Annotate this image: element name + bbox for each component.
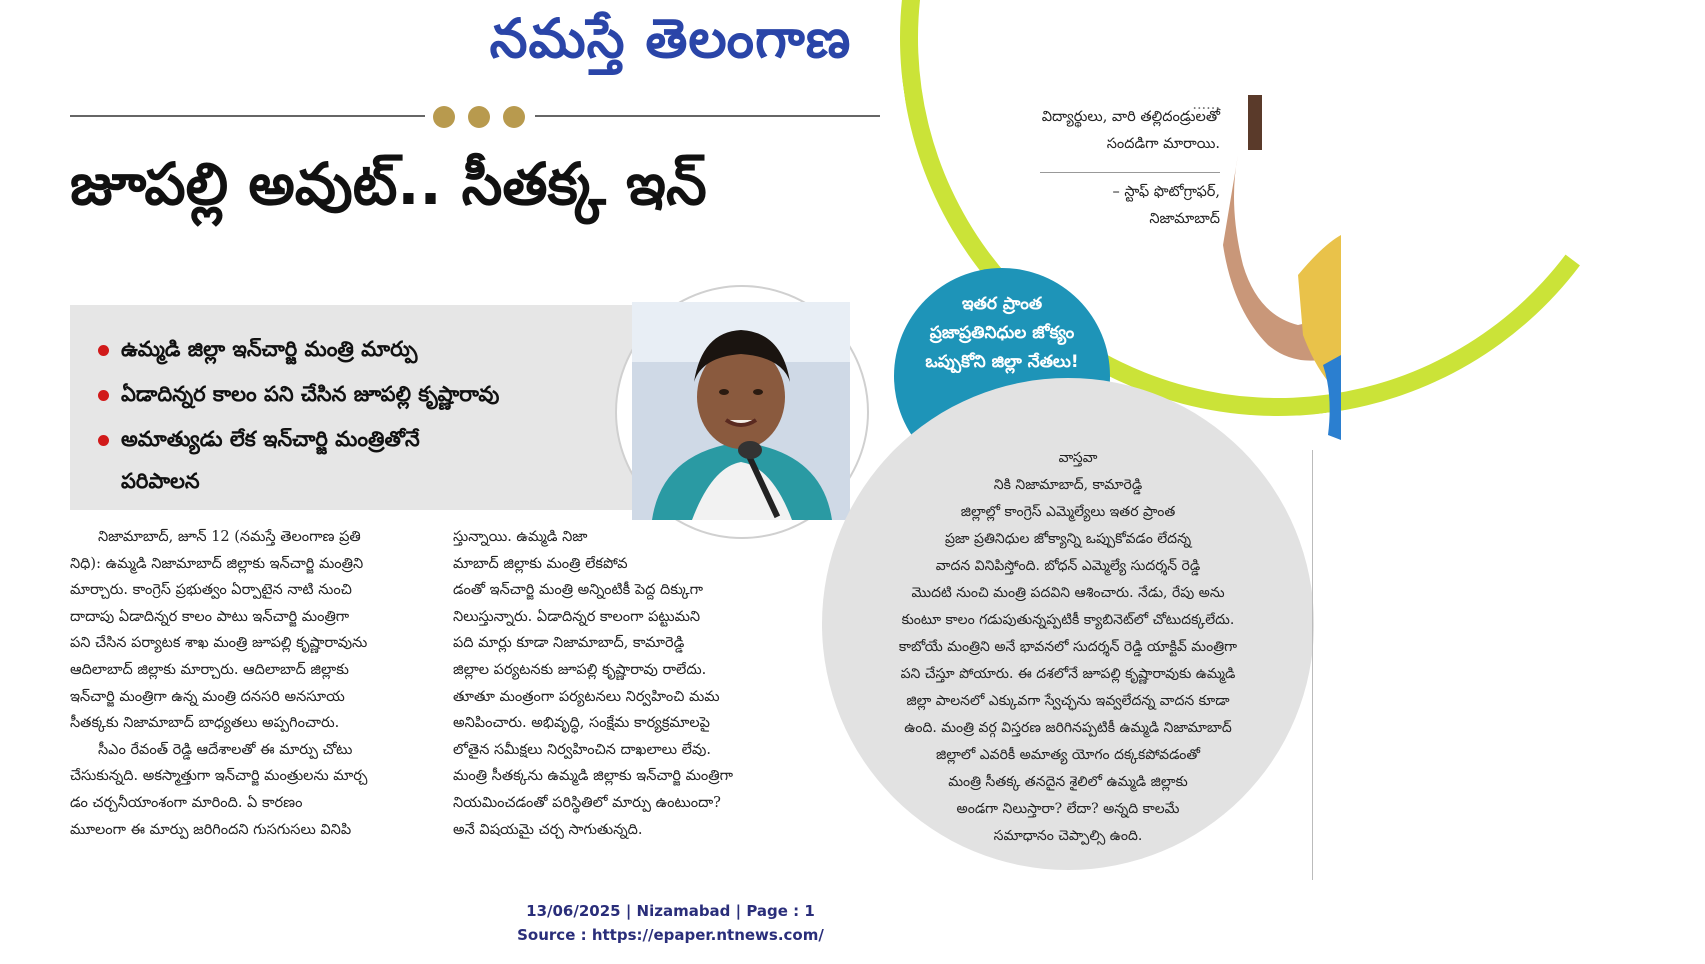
article-line: మార్చారు. కాంగ్రెస్ ప్రభుత్వం ఏర్పాటైన నాటి నుంచి (70, 582, 352, 599)
article-line: స్తున్నాయి. ఉమ్మడి నిజా (453, 529, 588, 545)
article-line: జిల్లాల పర్యటనకు జూపల్లి కృష్ణారావు రాలేదు. (453, 661, 707, 678)
article-line: అండగా నిలుస్తారా? లేదా? అన్నది కాలమే (956, 801, 1180, 817)
portrait-photo (632, 302, 850, 520)
article-line: పది మార్లు కూడా నిజామాబాద్, కామారెడ్డి (453, 635, 685, 652)
article-line: నియమించడంతో పరిస్థితిలో మార్పు ఉంటుందా? (453, 794, 721, 811)
article-line: పని చేస్తూ పోయారు. ఈ దశలోనే జూపల్లి కృష్ణారావుకు ఉమ్మడి (900, 666, 1236, 682)
article-line: నిజామాబాద్, జూన్ 12 (నమస్తే తెలంగాణ ప్రతి (98, 529, 361, 545)
article-line: నికి నిజామాబాద్, కామారెడ్డి (993, 477, 1143, 493)
edge-rule (1312, 450, 1313, 880)
article-line: వాదన వినిపిస్తోంది. బోధన్ ఎమ్మెల్యే సుదర్శన్ రెడ్డి (935, 558, 1201, 574)
article-line: జిల్లాలో ఎవరికీ అమాత్య యోగం దక్కకపోవడంతో (935, 747, 1201, 763)
article-line: డం చర్చనీయాంశంగా మారింది. ఏ కారణం (70, 794, 303, 811)
article-line: అనిపించారు. అభివృద్ధి, సంక్షేమ కార్యక్రమాలపై (453, 715, 710, 732)
article-line: ఉంది. మంత్రి వర్గ విస్తరణ జరిగినప్పటికీ ఉమ్మడి నిజామాబాద్ (904, 720, 1232, 736)
masthead-logo: నమస్తే తెలంగాణ (489, 6, 852, 70)
article-line: మొదటి నుంచి మంత్రి పదవిని ఆశించారు. నేడు, రేపు అను (911, 585, 1225, 601)
partial-photo (1228, 95, 1341, 445)
bullet-dot (98, 435, 109, 446)
highlight-item (98, 382, 499, 412)
caption-partial-line: ...... (1192, 97, 1220, 113)
article-line: ఇన్‌చార్జి మంత్రిగా ఉన్న మంత్రి దనసరి అనసూయ (70, 688, 345, 705)
article-column-3 (858, 445, 1278, 850)
callout-line: ఒప్పుకోని జిల్లా నేతలు! (925, 352, 1079, 372)
article-line: లోతైన సమీక్షలు నిర్వహించిన దాఖలాలు లేవు. (453, 741, 711, 758)
portrait-illustration (632, 302, 850, 520)
divider-left (70, 115, 425, 117)
highlight-item (98, 337, 417, 367)
highlight-text: అమాత్యుడు లేక ఇన్‌చార్జి మంత్రితోనే (121, 427, 420, 451)
article-line: నిలుస్తున్నారు. ఏడాదిన్నర కాలంగా పట్టుమని (453, 608, 701, 625)
photo-credit-place: నిజామాబాద్ (1149, 211, 1220, 227)
article-column-2 (453, 524, 813, 843)
highlight-item (98, 427, 420, 457)
article-line: అనే విషయమై చర్చ సాగుతున్నది. (453, 821, 643, 838)
photo-credit: – స్టాఫ్ ఫొటోగ్రాఫర్, (1112, 184, 1220, 200)
article-line: మంత్రి సీతక్క తనదైన శైలిలో ఉమ్మడి జిల్లాకు (948, 774, 1188, 790)
footer-date-edition: 13/06/2025 | Nizamabad | Page : 1 (526, 902, 815, 920)
article-line: సీఎం రేవంత్ రెడ్డి ఆదేశాలతో ఈ మార్పు చోటు (98, 741, 353, 758)
article-line: జిల్లాల్లో కాంగ్రెస్ ఎమ్మెల్యేలు ఇతర ప్రాంత (960, 504, 1176, 520)
article-line: మాబాద్ జిల్లాకు మంత్రి లేకపోవ (453, 555, 628, 572)
article-line: పని చేసిన పర్యాటక శాఖ మంత్రి జూపల్లి కృష్ణారావును (70, 635, 368, 652)
article-line: డంతో ఇన్‌చార్జి మంత్రి అన్నింటికీ పెద్ద దిక్కుగా (453, 582, 703, 599)
article-line: ప్రజా ప్రతినిధుల జోక్యాన్ని ఒప్పుకోవడం లేదన్న (944, 531, 1192, 547)
caption-divider (1040, 172, 1220, 173)
ornament-dot (503, 106, 525, 128)
article-line: మంత్రి సీతక్కను ఉమ్మడి జిల్లాకు ఇన్‌చార్జి మంత్రిగా (453, 768, 733, 785)
article-line: ఆదిలాబాద్ జిల్లాకు మార్చారు. ఆదిలాబాద్ జిల్లాకు (70, 661, 349, 678)
highlight-item-continued (121, 469, 200, 499)
highlight-text: ఉమ్మడి జిల్లా ఇన్‌చార్జి మంత్రి మార్పు (121, 337, 418, 361)
article-line: జిల్లా పాలనలో ఎక్కువగా స్వేచ్ఛను ఇవ్వలేదన్న వాదన కూడా (906, 693, 1230, 709)
article-line: నిధి): ఉమ్మడి నిజామాబాద్ జిల్లాకు ఇన్‌చార్జి మంత్రిని (70, 555, 364, 572)
highlight-text: పరిపాలన (121, 469, 200, 493)
callout-line: ఇతర ప్రాంత (961, 294, 1043, 314)
article-line: సీతక్కకు నిజామాబాద్ బాధ్యతలు అప్పగించారు. (70, 715, 340, 732)
callout-line: ప్రజాప్రతినిధుల జోక్యం (929, 323, 1075, 343)
bullet-dot (98, 345, 109, 356)
footer-source-link[interactable]: Source : https://epaper.ntnews.com/ (517, 926, 824, 944)
ornament-dot (433, 106, 455, 128)
caption-line: సందడిగా మారాయి. (1106, 136, 1220, 152)
highlight-text: ఏడాదిన్నర కాలం పని చేసిన జూపల్లి కృష్ణారావు (121, 382, 500, 406)
article-line: చేసుకున్నది. అకస్మాత్తుగా ఇన్‌చార్జి మంత్రులను మార్చ (70, 768, 368, 785)
headline: జూపల్లి అవుట్.. సీతక్క ఇన్ (70, 150, 707, 218)
article-line: తూతూ మంత్రంగా పర్యటనలు నిర్వహించి మమ (453, 688, 720, 705)
article-line: కాబోయే మంత్రిని అనే భావనలో సుదర్శన్ రెడ్డి యాక్టివ్ మంత్రిగా (898, 639, 1238, 655)
caption-line: విద్యార్థులు, వారి తల్లిదండ్రులతో (1041, 109, 1220, 125)
photo-caption (960, 92, 1220, 233)
article-line: మూలంగా ఈ మార్పు జరిగిందని గుసగుసలు వినిపి (70, 821, 352, 838)
ornament-dot (468, 106, 490, 128)
article-line: దాదాపు ఏడాదిన్నర కాలం పాటు ఇన్‌చార్జి మంత్రిగా (70, 608, 350, 625)
article-line: వాస్తవా (1058, 450, 1098, 466)
article-line: సమాధానం చెప్పాల్సి ఉంది. (993, 828, 1143, 844)
bullet-dot (98, 390, 109, 401)
article-line: కుంటూ కాలం గడుపుతున్నప్పటికీ క్యాబినెట్‌లో చోటుదక్కలేదు. (901, 612, 1235, 628)
divider-right (535, 115, 880, 117)
article-column-1 (70, 524, 438, 843)
